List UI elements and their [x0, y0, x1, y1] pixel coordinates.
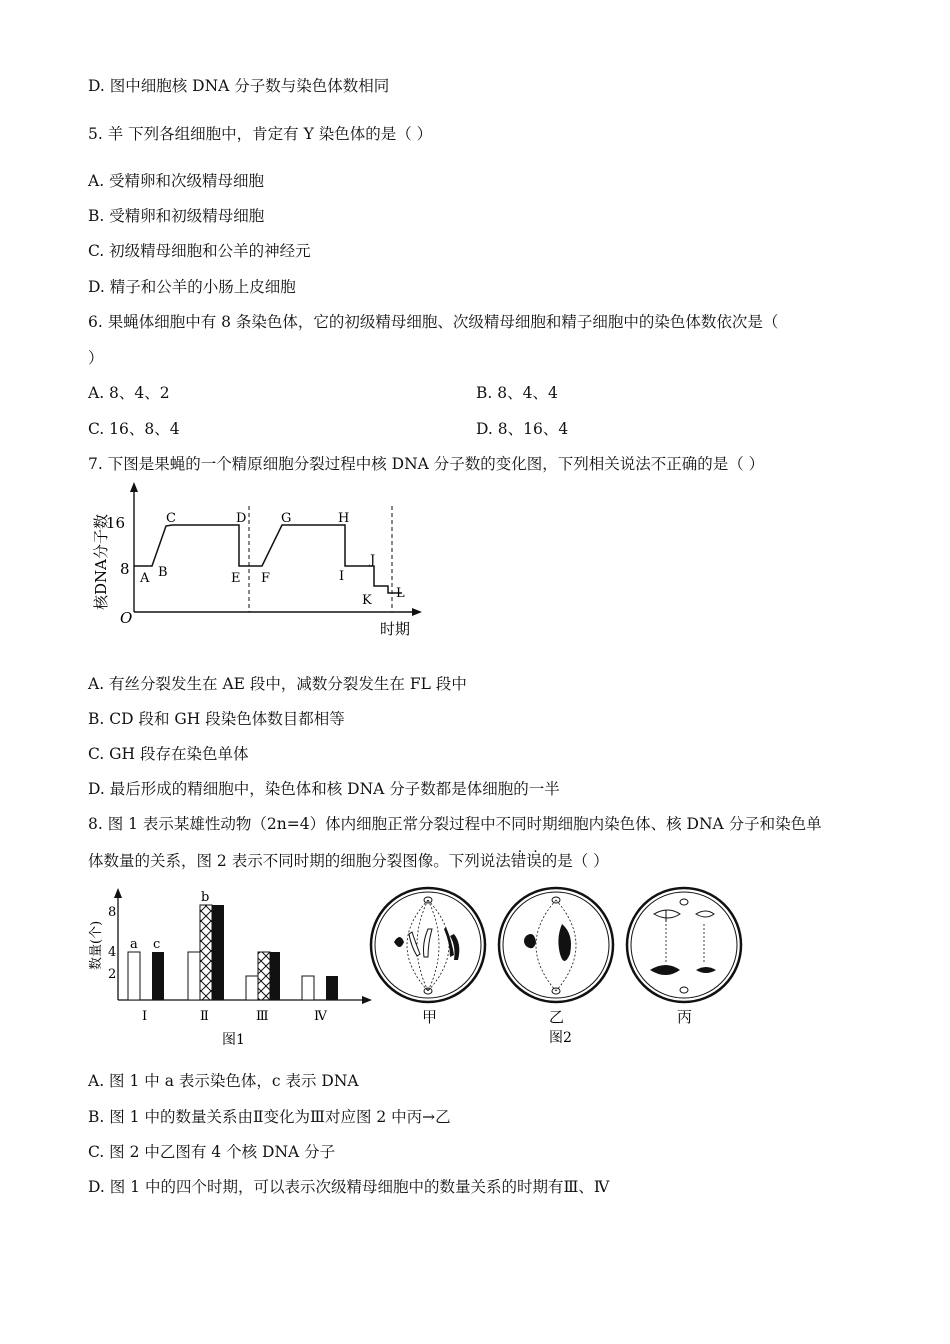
- point-e: E: [231, 571, 241, 586]
- q8-stem-line1: 8. 图 1 表示某雄性动物（2n=4）体内细胞正常分裂过程中不同时期细胞内染色体、核 DNA 分子和染色单: [88, 815, 822, 833]
- q8-emphasis-wu: 误: [526, 852, 542, 870]
- fig2-caption: 图2: [549, 1030, 572, 1046]
- q8-stem-part2: 的是（ ）: [541, 852, 609, 870]
- figure2-cell-images: [366, 884, 750, 1050]
- fig1-caption: 图1: [222, 1032, 245, 1048]
- cell-bing: [627, 888, 741, 1002]
- point-g: G: [281, 511, 292, 526]
- bar-ii-c: [212, 905, 224, 1000]
- origin-label: O: [120, 609, 133, 627]
- fig1-tick-8: 8: [108, 905, 117, 920]
- q6-stem-line2: ）: [88, 349, 104, 367]
- q8-option-a: A. 图 1 中 a 表示染色体，c 表示 DNA: [88, 1072, 359, 1090]
- q5-option-c: C. 初级精母细胞和公羊的神经元: [88, 242, 311, 260]
- point-l: L: [396, 586, 405, 601]
- point-i: I: [339, 569, 345, 584]
- bar-iv-a: [302, 976, 314, 1000]
- fig1-y-axis-arrow-icon: [114, 888, 122, 898]
- x-axis-arrow-icon: [412, 608, 422, 616]
- bar-iv-c: [326, 976, 338, 1000]
- q5-stem: 5. 羊 下列各组细胞中，肯定有 Y 染色体的是（ ）: [88, 125, 433, 143]
- point-f: F: [261, 571, 271, 586]
- fig1-y-label: 数量(个): [89, 920, 104, 970]
- label-c: c: [153, 937, 161, 952]
- period-label-i: Ⅰ: [142, 1009, 148, 1024]
- q7-option-d: D. 最后形成的精细胞中，染色体和核 DNA 分子数都是体细胞的一半: [88, 780, 560, 798]
- y-axis-label: 核DNA分子数: [92, 514, 110, 610]
- q8-stem-part1: 体数量的关系，图 2 表示不同时期的细胞分裂图像。下列说法: [88, 852, 511, 870]
- x-axis-label: 时期: [380, 620, 411, 638]
- fig1-tick-4: 4: [108, 945, 117, 960]
- bar-iii-c: [270, 952, 280, 1000]
- q6-option-d: D. 8、16、4: [476, 420, 569, 438]
- fig1-tick-2: 2: [108, 967, 117, 982]
- label-a: a: [130, 937, 138, 952]
- q5-option-d: D. 精子和公羊的小肠上皮细胞: [88, 278, 296, 296]
- q7-option-a: A. 有丝分裂发生在 AE 段中，减数分裂发生在 FL 段中: [88, 675, 467, 693]
- q6-option-c: C. 16、8、4: [88, 420, 180, 438]
- point-j: J: [370, 553, 376, 568]
- tick-16: 16: [106, 514, 126, 532]
- bar-ii-a: [188, 952, 200, 1000]
- q8-stem-line2: [88, 851, 609, 871]
- q7-stem: 7. 下图是果蝇的一个精原细胞分裂过程中核 DNA 分子数的变化图，下列相关说法不正确的是（ ）: [88, 455, 765, 473]
- q8-option-b: B. 图 1 中的数量关系由Ⅱ变化为Ⅲ对应图 2 中丙→乙: [88, 1108, 451, 1126]
- point-h: H: [338, 511, 350, 526]
- q4-option-d: D. 图中细胞核 DNA 分子数与染色体数相同: [88, 77, 390, 95]
- point-b: B: [158, 565, 168, 580]
- q5-option-a: A. 受精卵和次级精母细胞: [88, 172, 265, 190]
- bar-i-c: [152, 952, 164, 1000]
- bar-iii-a: [246, 976, 258, 1000]
- q6-option-a: A. 8、4、2: [88, 384, 170, 402]
- period-label-iii: Ⅲ: [256, 1009, 269, 1024]
- cell-label-jia: 甲: [422, 1008, 438, 1026]
- q6-option-b: B. 8、4、4: [476, 384, 558, 402]
- cell-label-bing: 丙: [677, 1008, 693, 1026]
- bar-ii-b: [200, 905, 212, 1000]
- cell-label-yi: 乙: [549, 1008, 565, 1026]
- q8-emphasis-cuo: 错: [510, 852, 527, 870]
- point-d: D: [236, 511, 247, 526]
- point-c: C: [166, 511, 176, 526]
- label-b: b: [201, 890, 210, 905]
- q5-option-b: B. 受精卵和初级精母细胞: [88, 207, 265, 225]
- period-label-ii: Ⅱ: [200, 1009, 209, 1024]
- y-axis-arrow-icon: [130, 482, 138, 492]
- cell-jia: [371, 888, 485, 1002]
- q8-option-d: D. 图 1 中的四个时期，可以表示次级精母细胞中的数量关系的时期有Ⅲ、Ⅳ: [88, 1178, 610, 1196]
- period-label-iv: Ⅳ: [314, 1009, 327, 1024]
- point-a: A: [140, 571, 150, 586]
- cell-yi: [499, 888, 613, 1002]
- q8-option-c: C. 图 2 中乙图有 4 个核 DNA 分子: [88, 1143, 336, 1161]
- point-k: K: [362, 593, 372, 608]
- q7-option-c: C. GH 段存在染色单体: [88, 745, 249, 763]
- q6-stem-line1: 6. 果蝇体细胞中有 8 条染色体，它的初级精母细胞、次级精母细胞和精子细胞中的染色体数依次是（: [88, 313, 779, 331]
- figure1-bar-chart: [86, 886, 376, 1050]
- dna-change-graph: [86, 482, 426, 642]
- bar-i-a: [128, 952, 140, 1000]
- bar-iii-b: [258, 952, 270, 1000]
- tick-8: 8: [120, 560, 130, 578]
- q7-option-b: B. CD 段和 GH 段染色体数目都相等: [88, 710, 345, 728]
